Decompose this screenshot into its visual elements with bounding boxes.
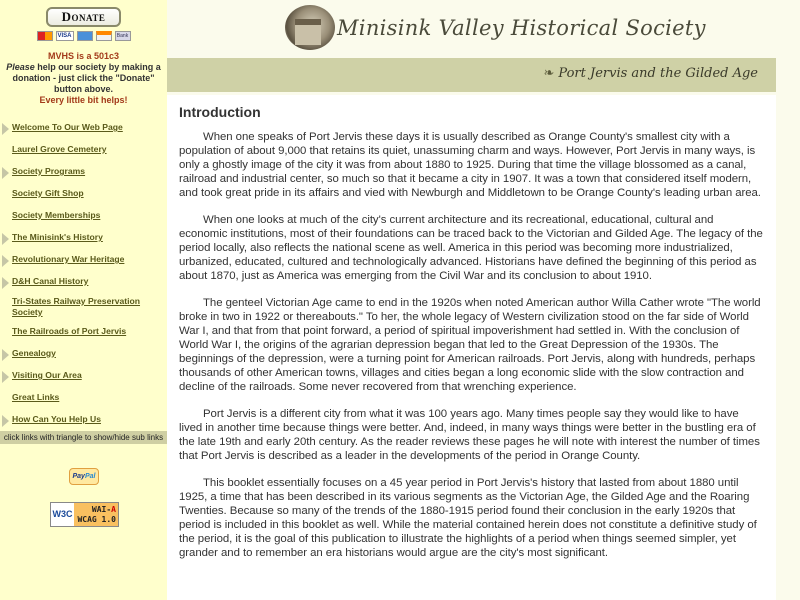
amex-icon: [77, 31, 93, 41]
donation-request: Please help our society by making a donation - just click the "Donate" button above.: [6, 62, 161, 94]
bank-icon: Bank: [115, 31, 131, 41]
visa-icon: VISA: [57, 33, 72, 39]
expand-triangle-icon[interactable]: [2, 233, 9, 245]
sidebar-item-railroads[interactable]: The Railroads of Port Jervis: [12, 326, 127, 336]
main-content: [167, 95, 776, 600]
site-title: Minisink Valley Historical Society: [337, 15, 706, 40]
section-title: ❧ Port Jervis and the Gilded Age: [543, 66, 758, 81]
section-title-bar: [167, 58, 776, 92]
paragraph: When one speaks of Port Jervis these days it is usually described as Orange County's smallest city with a population of about 9,000 that retains its quiet, unassuming charm and ways. However, Port Jervis in many ways, is only a ghostly image of the city it was from about 1880 to 1925. During that time the village blossomed as a canal, railroad and industrial center, so much so that it became a city in 1907. It was a town that considered itself modern, and took great pride in its affairs and vied with Newburgh and Middletown to be Orange County's leading urban area.: [179, 131, 761, 199]
sidebar-item-help-us[interactable]: How Can You Help Us: [0, 414, 160, 425]
w3c-wcag-badge[interactable]: [50, 502, 119, 527]
nonprofit-status: MVHS is a 501c3: [47, 51, 120, 61]
expand-triangle-icon[interactable]: [2, 167, 9, 179]
w3c-logo: W3C: [51, 503, 74, 526]
expand-triangle-icon[interactable]: [2, 371, 9, 383]
paragraph: Port Jervis is a different city from what it was 100 years ago. Many times people say they would like to have lived in another time because things were better. And, indeed, in many ways things were better in the bustling era of the late 19th and early 20th century. As the reader reviews these pages he will note with interest the number of times that Port Jervis is described as a leader in the developments of the period in Orange County.: [179, 408, 760, 462]
expand-triangle-icon[interactable]: [2, 277, 9, 289]
paragraph: When one looks at much of the city's current architecture and its recreational, educational, cultural and economic institutions, most of their foundations can be traced back to the Victorian and Gilded Age. The legacy of the period locally, also reflects the national scene as well. America in this period was becoming more industrialized, urbanized, educated, cultured and technologically advanced. Historians have defined the beginning of this period as about 1870, just as America was emerging from the Civil War and its conclusion to about 1910.: [179, 214, 763, 282]
wcag-level-text: WAI-A WCAG 1.0: [74, 503, 118, 526]
sidebar-item-society-programs[interactable]: Society Programs: [0, 166, 160, 177]
sidebar-item-genealogy[interactable]: Genealogy: [0, 348, 160, 359]
sidebar-item-dh-canal[interactable]: D&H Canal History: [0, 276, 160, 287]
donation-note: [0, 51, 167, 106]
discover-icon: [96, 31, 112, 41]
sidebar-item-tri-states-railway[interactable]: Tri-States Railway Preservation Society: [12, 296, 141, 317]
sidebar-item-welcome[interactable]: Welcome To Our Web Page: [0, 122, 160, 133]
paragraph: The genteel Victorian Age came to end in the 1920s when noted American author Willa Cather wrote "The world broke in two in 1922 or thereabouts." To her, the whole legacy of Western civilization stood on the far side of World War I, and that from that point forward, a period of spiritual impoverishment had settled in. With the conclusion of World War I, the origins of the agrarian depression began that led to the Great Depression of the 1930s. The beginnings of the depression, were a turning point for American railroads. Port Jervis, along with hundreds, perhaps thousands of other American towns, villages and cities began a long economic slide with the slow contraction and decline of the railroads. Some never recovered from that wrenching experience.: [179, 297, 761, 393]
sidebar-item-revolutionary-war[interactable]: Revolutionary War Heritage: [0, 254, 160, 265]
fleuron-icon: ❧: [543, 66, 555, 81]
right-margin: [776, 95, 800, 600]
sidebar-item-gift-shop[interactable]: Society Gift Shop: [12, 188, 84, 198]
sidebar-item-minisink-history[interactable]: The Minisink's History: [0, 232, 160, 243]
expand-triangle-icon[interactable]: [2, 349, 9, 361]
sidebar-item-visiting[interactable]: Visiting Our Area: [0, 370, 160, 381]
mastercard-icon: [37, 31, 53, 41]
payment-cards: [0, 31, 167, 41]
sidebar-item-laurel-grove[interactable]: Laurel Grove Cemetery: [12, 144, 107, 154]
site-header: [167, 0, 800, 95]
nav-hint: click links with triangle to show/hide sub links: [0, 431, 167, 444]
sidebar-item-memberships[interactable]: Society Memberships: [12, 210, 101, 220]
site-logo[interactable]: [285, 5, 706, 50]
donate-section: [0, 0, 167, 41]
expand-triangle-icon[interactable]: [2, 123, 9, 135]
sidebar-item-great-links[interactable]: Great Links: [12, 392, 60, 402]
donate-button[interactable]: Donate: [46, 7, 121, 27]
donation-tagline: Every little bit helps!: [39, 95, 128, 105]
page-heading: Introduction: [179, 104, 261, 120]
house-photo-icon: [285, 5, 335, 50]
paragraph: This booklet essentially focuses on a 45 year period in Port Jervis's history that lasted from about 1880 until 1925, a time that has been described in its various segments as the Victorian Age, the Gilded Age and the Roaring Twenties. Because so many of the trends of the 1880-1915 period found their conclusion in the early 1920s that period is included in this booklet as well. While the material contained herein does not constitute a definitive study of the period, it is the goal of this publication to illustrate the highlights of a period when things seemed simpler, yet grander and to remember an era historians would argue are the city's most significant.: [179, 477, 757, 559]
paypal-logo[interactable]: PayPal: [69, 468, 99, 485]
expand-triangle-icon[interactable]: [2, 415, 9, 427]
expand-triangle-icon[interactable]: [2, 255, 9, 267]
sidebar: [0, 0, 167, 600]
